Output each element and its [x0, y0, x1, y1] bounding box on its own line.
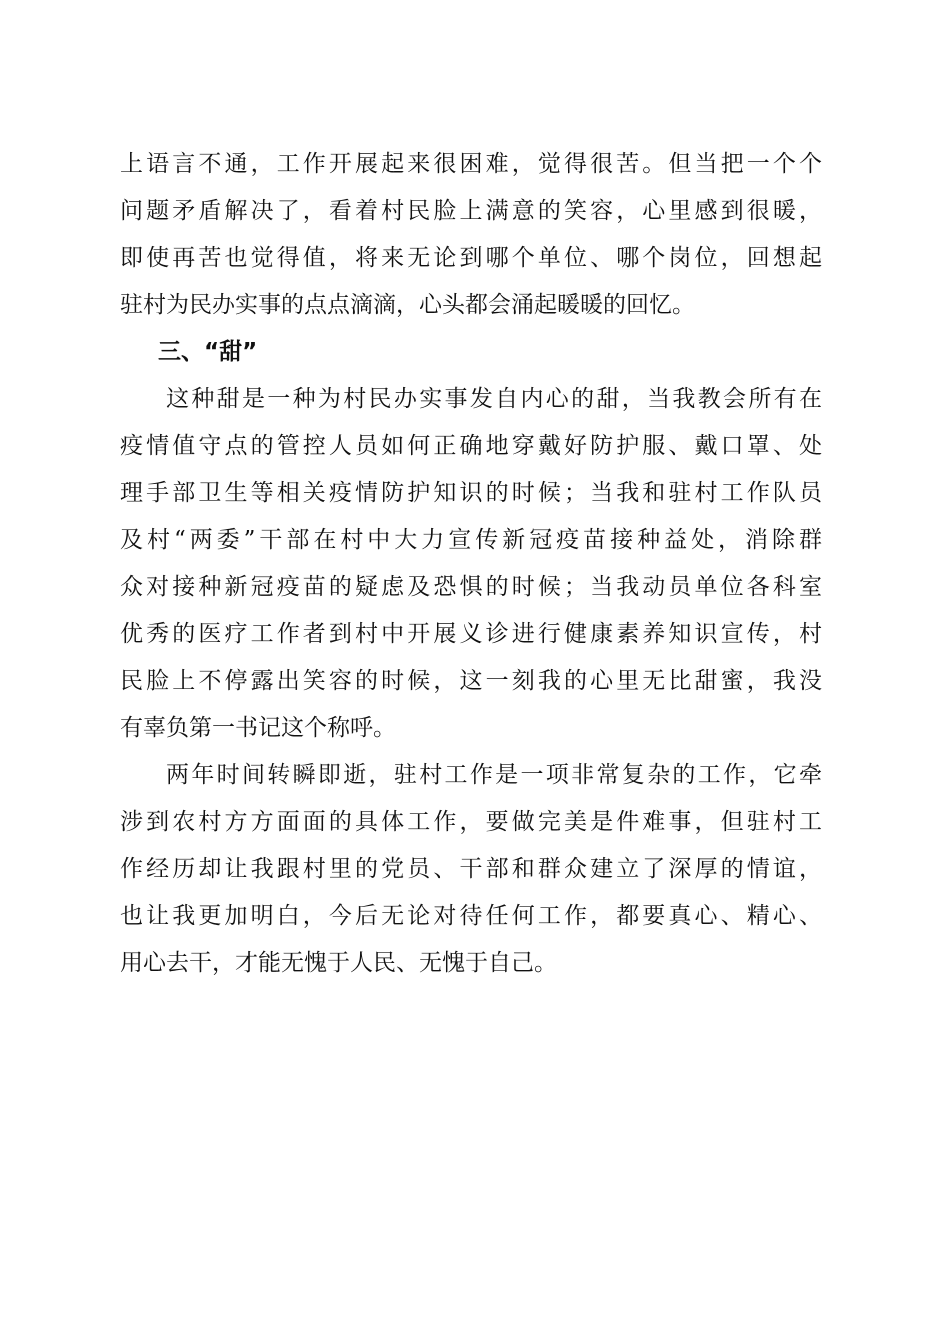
- text-line: 用心去干，才能无愧于人民、无愧于自己。: [120, 950, 557, 976]
- text-line: 及村“两委”干部在村中大力宣传新冠疫苗接种益处，消除群: [120, 527, 822, 553]
- paragraph-3: [120, 752, 822, 987]
- text-line: 这种甜是一种为村民办实事发自内心的甜，当我教会所有在: [166, 386, 822, 412]
- text-line: 优秀的医疗工作者到村中开展义诊进行健康素养知识宣传，村: [120, 621, 822, 647]
- text-line: 两年时间转瞬即逝，驻村工作是一项非常复杂的工作，它牵: [166, 762, 822, 788]
- text-line: 理手部卫生等相关疫情防护知识的时候；当我和驻村工作队员: [120, 480, 822, 506]
- text-line: 有辜负第一书记这个称呼。: [120, 715, 396, 741]
- text-line: 上语言不通，工作开展起来很困难，觉得很苦。但当把一个个: [120, 151, 822, 177]
- document-body: [120, 141, 822, 987]
- text-line: 疫情值守点的管控人员如何正确地穿戴好防护服、戴口罩、处: [120, 433, 822, 459]
- text-line: 民脸上不停露出笑容的时候，这一刻我的心里无比甜蜜，我没: [120, 668, 822, 694]
- text-line: 涉到农村方方面面的具体工作，要做完美是件难事，但驻村工: [120, 809, 822, 835]
- text-line: 作经历却让我跟村里的党员、干部和群众建立了深厚的情谊，: [120, 856, 822, 882]
- text-line: 也让我更加明白，今后无论对待任何工作，都要真心、精心、: [120, 903, 822, 929]
- text-line: 即使再苦也觉得值，将来无论到哪个单位、哪个岗位，回想起: [120, 245, 822, 271]
- paragraph-2: [120, 376, 822, 752]
- text-line: 众对接种新冠疫苗的疑虑及恐惧的时候；当我动员单位各科室: [120, 574, 822, 600]
- text-line: 问题矛盾解决了，看着村民脸上满意的笑容，心里感到很暖，: [120, 198, 822, 224]
- paragraph-1: [120, 141, 822, 329]
- text-line: 驻村为民办实事的点点滴滴，心头都会涌起暖暖的回忆。: [120, 292, 695, 318]
- section-heading: 三、“甜”: [158, 339, 258, 365]
